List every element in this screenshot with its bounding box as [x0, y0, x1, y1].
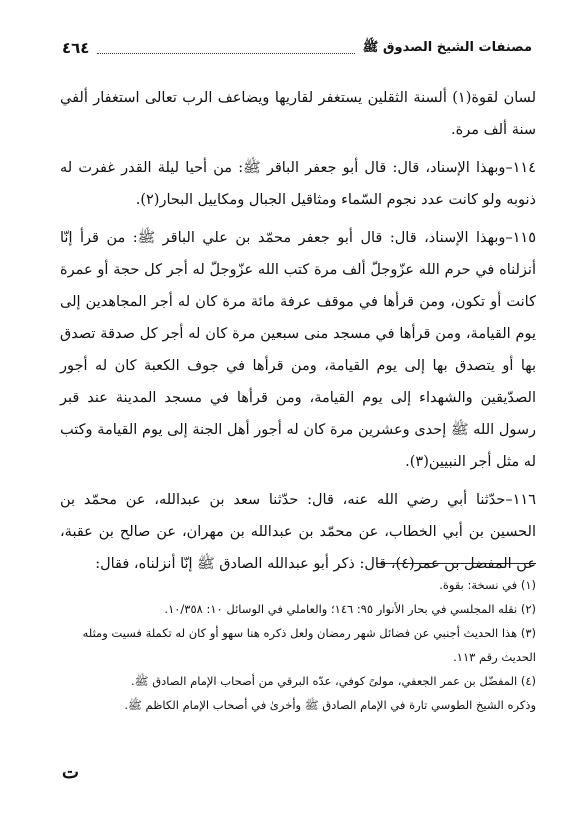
hadith-115: ١١٥–وبهذا الإسناد، قال: قال أبو جعفر محمّد بن علي الباقر ﷺ: من قرأ إنّا أنزلناه في حرم الله عزّوجلّ ألف مرة كتب الله عزّوجلّ له أجر كل حجة أو عمرة كانت أو تكون، ومن قرأها في موقف عرفة مائة مرة كان له أجر المجاهدين إلى يوم القيامة، ومن قرأها في مسجد منى سبعين مرة كان له أجر كل صدقة تصدق بها أو يتصدق بها إلى يوم القيامة، ومن قرأها في جوف الكعبة كان له أجور الصدّيقين والشهداء إلى يوم القيامة، ومن قرأها في مسجد المدينة عند قبر رسول الله ﷺ إحدى وعشرين مرة كان له أجور أهل الجنة إلى يوم القيامة وكتب له مثل أجر النبيين(٣). — [60, 230, 536, 470]
footnote-3: (٣) هذا الحديث أجنبي عن فضائل شهر رمضان ولعل ذكره هنا سهو أو كان له تكملة فسيت ومثله الحديث رقم ١١٣. — [82, 626, 536, 664]
paragraph-continuation: لسان لقوة(١) ألسنة الثقلين يستغفر لقاريها ويضاعف الرب تعالى استغفار ألفي سنة ألف مرة. — [60, 90, 536, 138]
footnote-4: (٤) المفضّل بن عمر الجعفي، مولىً كوفي، عدّه البرقي من أصحاب الإمام الصادق ﷺ. — [131, 674, 536, 688]
footnote-separator — [376, 563, 536, 564]
book-title: مصنفات الشيخ الصدوق ﷺ — [362, 39, 532, 55]
catchword-mark: ت — [62, 762, 79, 783]
main-text — [60, 82, 536, 580]
footnote-1: (١) في نسخة: بقوة. — [439, 578, 536, 592]
hadith-114: ١١٤–وبهذا الإسناد، قال: قال أبو جعفر الباقر ﷺ: من أحيا ليلة القدر غفرت له ذنوبه ولو كانت عدد نجوم السّماء ومثاقيل الجبال ومكاييل البحار(٢). — [60, 160, 536, 208]
footnotes — [60, 573, 536, 717]
footnote-4-continued: وذكره الشيخ الطوسي تارة في الإمام الصادق ﷺ وأخرىٰ في أصحاب الإمام الكاظم ﷺ. — [124, 698, 536, 712]
footnote-2: (٢) نقله المجلسي في بحار الأنوار ٩٥: ١٤٦؛ والعاملي في الوسائل ١٠: ١٠/٣٥٨. — [164, 602, 536, 616]
page-number: ٤٦٤ — [62, 39, 90, 57]
header-dot-leader — [97, 43, 354, 54]
running-header — [62, 36, 532, 60]
hadith-116: ١١٦–حدّثنا أبي رضي الله عنه، قال: حدّثنا سعد بن عبدالله، عن محمّد بن الحسين بن أبي الخطاب، عن محمّد بن عبدالله بن مهران، عن صالح بن عقبة، عن المفضل بن عمر(٤)، قال: ذكر أبو عبدالله الصادق ﷺ إنّا أنزلناه، فقال: — [60, 492, 536, 572]
